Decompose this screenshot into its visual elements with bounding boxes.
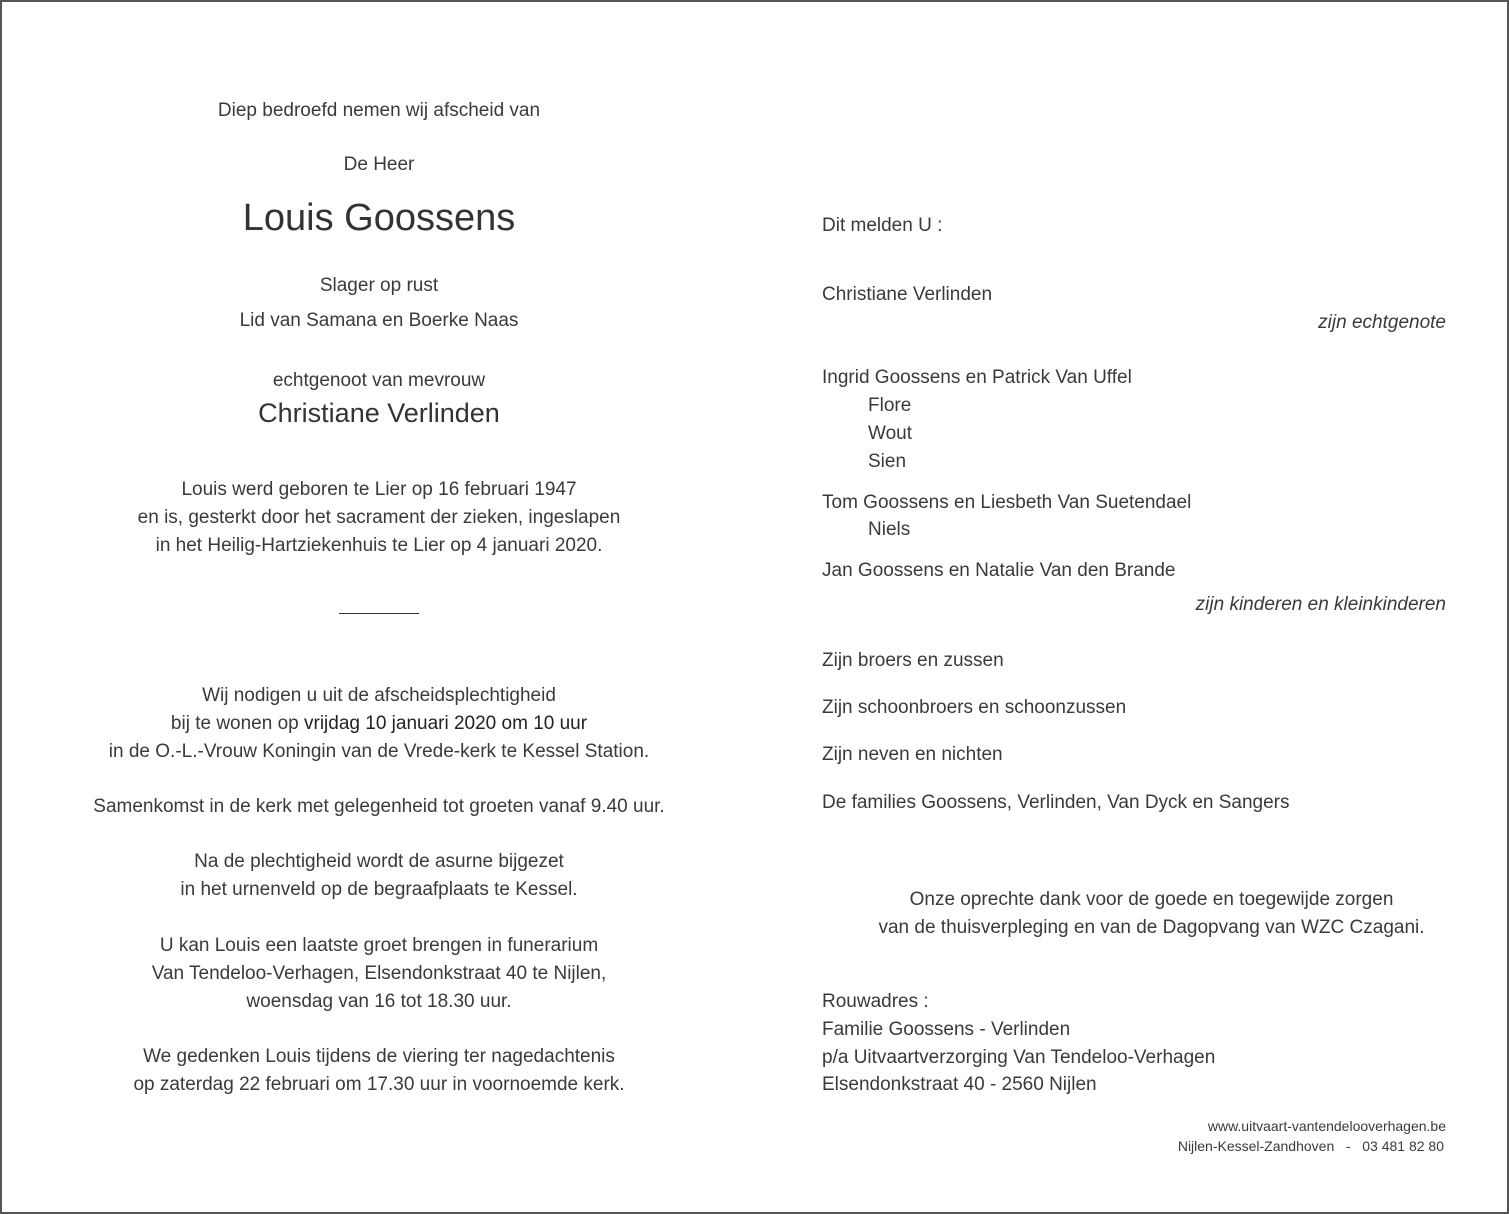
address-line: p/a Uitvaartverzorging Van Tendeloo-Verhagen xyxy=(822,1047,1216,1068)
thanks-line: van de thuisverpleging en van de Dagopvang van WZC Czagani. xyxy=(878,917,1425,938)
invite-line: in de O.-L.-Vrouw Koningin van de Vrede-kerk te Kessel Station. xyxy=(108,741,650,762)
intro-text: Diep bedroefd nemen wij afscheid van xyxy=(217,100,541,121)
divider-line xyxy=(339,613,419,614)
membership-text: Lid van Samana en Boerke Naas xyxy=(239,310,519,331)
grandchild-name: Sien xyxy=(868,451,907,472)
grandchild-name: Flore xyxy=(868,395,912,416)
funeral-home-line: U kan Louis een laatste groet brengen in funerarium xyxy=(159,935,599,956)
grandchild-name: Wout xyxy=(868,423,913,444)
birth-line: en is, gesterkt door het sacrament der zieken, ingeslapen xyxy=(137,507,621,528)
families-text: De families Goossens, Verlinden, Van Dyck en Sangers xyxy=(822,792,1290,813)
siblings-text: Zijn broers en zussen xyxy=(822,650,1004,671)
wife-role: zijn echtgenote xyxy=(1318,312,1446,333)
child-couple: Ingrid Goossens en Patrick Van Uffel xyxy=(822,367,1132,388)
funeral-home-line: Van Tendeloo-Verhagen, Elsendonkstraat 40 te Nijlen, xyxy=(151,963,607,984)
address-line: Familie Goossens - Verlinden xyxy=(822,1019,1071,1040)
invite-line-prefix: bij te wonen op xyxy=(170,713,304,734)
announce-text: Dit melden U : xyxy=(822,215,943,236)
title-text: De Heer xyxy=(343,154,415,175)
wife-name: Christiane Verlinden xyxy=(822,284,993,305)
grandchild-name: Niels xyxy=(868,519,911,540)
address-label: Rouwadres : xyxy=(822,991,929,1012)
memorial-line: op zaterdag 22 februari om 17.30 uur in voornoemde kerk. xyxy=(133,1074,625,1095)
child-couple: Jan Goossens en Natalie Van den Brande xyxy=(822,560,1176,581)
contact-text: Nijlen-Kessel-Zandhoven - 03 481 82 80 xyxy=(1177,1138,1444,1154)
spouse-name: Christiane Verlinden xyxy=(258,398,500,428)
deceased-name: Louis Goossens xyxy=(242,197,516,239)
funeral-home-line: woensdag van 16 tot 18.30 uur. xyxy=(246,991,512,1012)
ceremony-date: vrijdag 10 januari 2020 om 10 uur xyxy=(304,713,588,734)
gathering-text: Samenkomst in de kerk met gelegenheid tot groeten vanaf 9.40 uur. xyxy=(93,796,665,817)
spouse-intro: echtgenoot van mevrouw xyxy=(272,370,486,391)
child-couple: Tom Goossens en Liesbeth Van Suetendael xyxy=(822,492,1192,513)
urn-line: Na de plechtigheid wordt de asurne bijgezet xyxy=(194,851,564,872)
in-laws-text: Zijn schoonbroers en schoonzussen xyxy=(822,697,1127,718)
birth-line: in het Heilig-Hartziekenhuis te Lier op 4 januari 2020. xyxy=(155,535,603,556)
children-role: zijn kinderen en kleinkinderen xyxy=(1195,594,1446,615)
website-text: www.uitvaart-vantendelooverhagen.be xyxy=(1207,1118,1446,1134)
urn-line: in het urnenveld op de begraafplaats te Kessel. xyxy=(180,879,578,900)
invite-line: Wij nodigen u uit de afscheidsplechtigheid xyxy=(202,685,556,706)
cousins-text: Zijn neven en nichten xyxy=(822,744,1003,765)
memorial-line: We gedenken Louis tijdens de viering ter nagedachtenis xyxy=(143,1046,615,1067)
address-line: Elsendonkstraat 40 - 2560 Nijlen xyxy=(822,1074,1097,1095)
thanks-line: Onze oprechte dank voor de goede en toegewijde zorgen xyxy=(909,889,1394,910)
occupation-text: Slager op rust xyxy=(319,275,439,296)
birth-line: Louis werd geboren te Lier op 16 februari 1947 xyxy=(181,479,577,500)
invite-line xyxy=(2,710,756,738)
